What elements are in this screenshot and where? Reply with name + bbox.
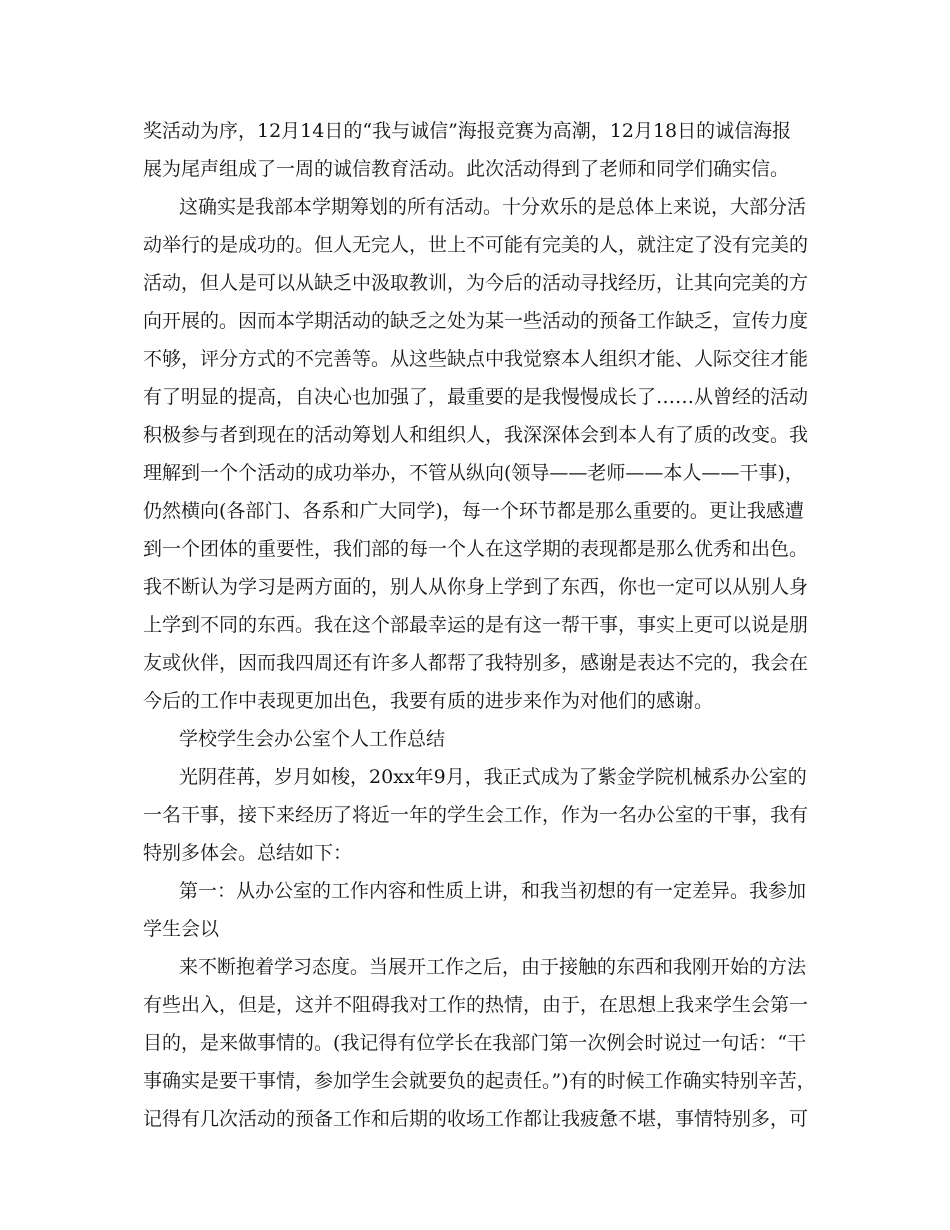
text-line: 学生会以 [143, 918, 220, 940]
text-line: 奖活动为序，12月14日的“我与诚信”海报竞赛为高潮，12月18日的诚信海报 [143, 120, 792, 142]
text-line: 向开展的。因而本学期活动的缺乏之处为某一些活动的预备工作缺乏，宣传力度 [143, 310, 809, 332]
text-line: 一名干事，接下来经历了将近一年的学生会工作，作为一名办公室的干事，我有 [143, 804, 809, 826]
text-line: 有了明显的提高，自决心也加强了，最重要的是我慢慢成长了……从曾经的活动 [143, 386, 809, 408]
text-line: 事确实是要干事情，参加学生会就要负的起责任。”)有的时候工作确实特别辛苦， [143, 1070, 816, 1092]
document-body [143, 116, 823, 1142]
text-line: 目的，是来做事情的。(我记得有位学长在我部门第一次例会时说过一句话：“干 [143, 1032, 807, 1054]
text-line: 展为尾声组成了一周的诚信教育活动。此次活动得到了老师和同学们确实信。 [143, 158, 790, 180]
text-line: 上学到不同的东西。我在这个部最幸运的是有这一帮干事，事实上更可以说是朋 [143, 614, 809, 636]
text-line: 学校学生会办公室个人工作总结 [179, 728, 446, 750]
text-line: 特别多体会。总结如下： [143, 842, 353, 864]
text-line: 这确实是我部本学期筹划的所有活动。十分欢乐的是总体上来说，大部分活 [179, 196, 807, 218]
text-line: 有些出入，但是，这并不阻碍我对工作的热情，由于，在思想上我来学生会第一 [143, 994, 809, 1016]
text-line: 动举行的是成功的。但人无完人，世上不可能有完美的人，就注定了没有完美的 [143, 234, 809, 256]
text-line: 来不断抱着学习态度。当展开工作之后，由于接触的东西和我刚开始的方法 [179, 956, 807, 978]
text-line: 光阴荏苒，岁月如梭，20xx年9月，我正式成为了紫金学院机械系办公室的 [179, 766, 807, 788]
text-line: 我不断认为学习是两方面的，别人从你身上学到了东西，你也一定可以从别人身 [143, 576, 809, 598]
text-line: 到一个团体的重要性，我们部的每一个人在这学期的表现都是那么优秀和出色。 [143, 538, 809, 560]
text-line: 理解到一个个活动的成功举办，不管从纵向(领导——老师——本人——干事)， [143, 462, 804, 484]
text-line: 活动，但人是可以从缺乏中汲取教训，为今后的活动寻找经历，让其向完美的方 [143, 272, 809, 294]
text-line: 不够，评分方式的不完善等。从这些缺点中我觉察本人组织才能、人际交往才能 [143, 348, 809, 370]
text-line: 积极参与者到现在的活动筹划人和组织人，我深深体会到本人有了质的改变。我 [143, 424, 809, 446]
text-line: 第一：从办公室的工作内容和性质上讲，和我当初想的有一定差异。我参加 [179, 880, 807, 902]
text-line: 今后的工作中表现更加出色，我要有质的进步来作为对他们的感谢。 [143, 690, 714, 712]
text-line: 仍然横向(各部门、各系和广大同学)，每一个环节都是那么重要的。更让我感遭 [143, 500, 804, 522]
text-line: 友或伙伴，因而我四周还有许多人都帮了我特别多，感谢是表达不完的，我会在 [143, 652, 809, 674]
text-line: 记得有几次活动的预备工作和后期的收场工作都让我疲惫不堪，事情特别多，可 [143, 1108, 809, 1130]
